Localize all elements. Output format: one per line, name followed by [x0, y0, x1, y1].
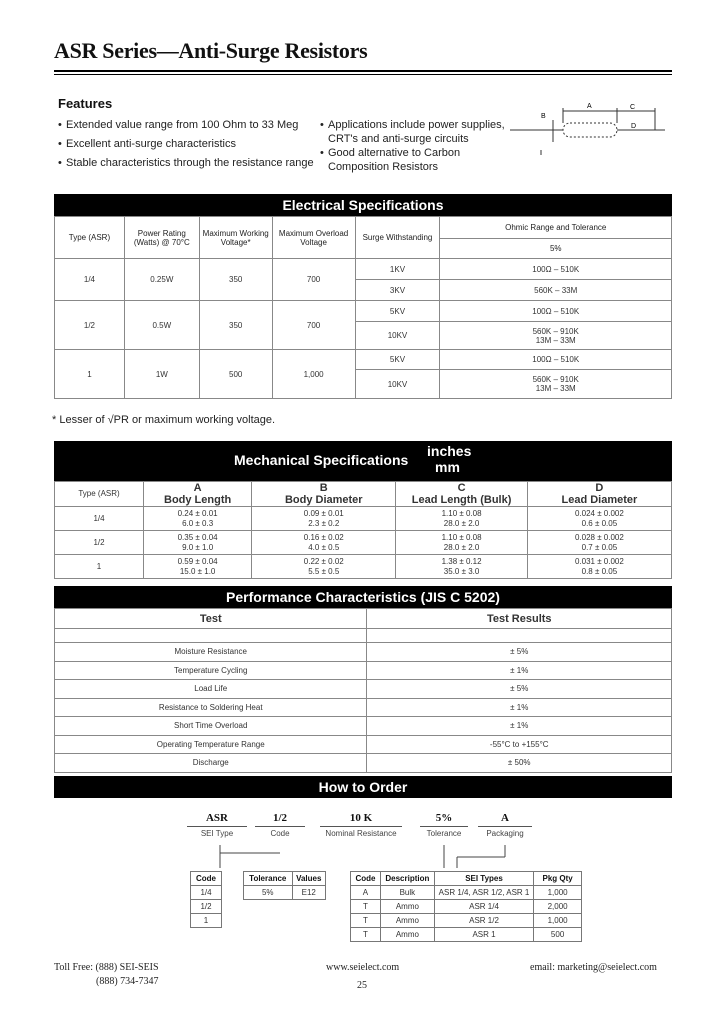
feature-item: • Excellent anti-surge characteristics [58, 135, 318, 154]
table-row [55, 555, 672, 579]
dim-label-a: A [587, 103, 592, 110]
electrical-table [54, 216, 672, 399]
table-row [55, 507, 672, 531]
cell-code: T [351, 900, 381, 914]
col-type: Type (ASR) [55, 217, 125, 259]
col-d [527, 482, 671, 507]
footer-phone: (888) 734-7347 [96, 976, 159, 987]
cell-sei-types: ASR 1/4 [434, 900, 533, 914]
order-part-tolerance [420, 812, 468, 838]
order-title: How to Order [54, 776, 672, 798]
page-number: 25 [357, 980, 367, 991]
table-row [55, 698, 672, 717]
val-in: 1.38 ± 0.12 [441, 556, 482, 566]
range-line: 560K – 910K [532, 326, 579, 336]
cell-test: Moisture Resistance [55, 643, 367, 662]
val-in: 0.024 ± 0.002 [574, 508, 624, 518]
dim-label-d: D [631, 123, 637, 130]
footer-website[interactable]: www.seielect.com [326, 962, 400, 973]
cell-power: 1W [124, 350, 199, 399]
col-max-working: Maximum Working Voltage* [199, 217, 272, 259]
order-part-type [187, 812, 247, 838]
col-type: Type (ASR) [55, 482, 144, 507]
cell-range [440, 370, 672, 399]
cell-result: -55°C to +155°C [367, 735, 672, 754]
cell-sei-types: ASR 1/4, ASR 1/2, ASR 1 [434, 886, 533, 900]
table-row [55, 680, 672, 699]
val-mm: 15.0 ± 1.0 [179, 566, 216, 576]
val-in: 0.24 ± 0.01 [177, 508, 218, 518]
cell-range: 100Ω – 510K [440, 301, 672, 322]
footer-email[interactable]: email: marketing@seielect.com [530, 962, 657, 973]
cell-a [144, 531, 252, 555]
cell-a [144, 555, 252, 579]
val-in: 0.09 ± 0.01 [303, 508, 344, 518]
col-sei-types: SEI Types [434, 872, 533, 886]
cell-overload: 700 [272, 259, 355, 301]
units-mm: mm [435, 459, 460, 475]
cell-working: 350 [199, 259, 272, 301]
col-tolerance: Tolerance [244, 872, 293, 886]
order-underline [187, 826, 247, 827]
val-in: 0.22 ± 0.02 [303, 556, 344, 566]
col-letter: C [457, 482, 466, 494]
col-label: Lead Diameter [561, 494, 638, 506]
order-part-resistance [320, 812, 402, 838]
units-inches: inches [427, 443, 472, 459]
cell-pkg-qty: 500 [534, 928, 582, 942]
table-row [351, 886, 582, 900]
cell-d [527, 507, 671, 531]
val-mm: 0.7 ± 0.05 [581, 542, 618, 552]
col-letter: B [319, 482, 328, 494]
cell-b [252, 555, 396, 579]
order-underline [420, 826, 468, 827]
order-label: Nominal Resistance [325, 829, 397, 838]
cell-description: Ammo [380, 928, 434, 942]
order-code: ASR [205, 812, 228, 824]
cell-test: Discharge [55, 754, 367, 773]
cell-test: Load Life [55, 680, 367, 699]
cell-range [440, 322, 672, 350]
col-letter: D [595, 482, 604, 494]
cell-overload: 1,000 [272, 350, 355, 399]
cell-surge: 5KV [355, 350, 440, 370]
cell-range: 560K – 33M [440, 280, 672, 301]
order-underline [255, 826, 305, 827]
mechanical-table [54, 481, 672, 579]
val-in: 0.031 ± 0.002 [574, 556, 624, 566]
cell-sei-types: ASR 1 [434, 928, 533, 942]
cell-type: 1 [55, 555, 144, 579]
cell-surge: 1KV [355, 259, 440, 280]
cell-test: Temperature Cycling [55, 661, 367, 680]
resistor-body-shape [563, 123, 617, 137]
cell-surge: 5KV [355, 301, 440, 322]
col-code: Code [191, 872, 222, 886]
order-label: Packaging [486, 829, 524, 838]
cell-a [144, 507, 252, 531]
order-part-code [255, 812, 305, 838]
col-label: Body Diameter [284, 494, 363, 506]
col-b [252, 482, 396, 507]
order-underline [320, 826, 402, 827]
val-mm: 5.5 ± 0.5 [308, 566, 340, 576]
dim-label-c: C [630, 104, 636, 111]
cell-d [527, 531, 671, 555]
order-label: Code [270, 829, 290, 838]
cell-pkg-qty: 1,000 [534, 886, 582, 900]
cell-code: 1/4 [191, 886, 222, 900]
cell-description: Ammo [380, 914, 434, 928]
feature-item: • Stable characteristics through the resistance range [58, 154, 318, 173]
resistor-diagram [505, 100, 675, 156]
cell-test: Resistance to Soldering Heat [55, 698, 367, 717]
col-max-overload: Maximum Overload Voltage [272, 217, 355, 259]
cell-c [396, 555, 527, 579]
cell-test: Operating Temperature Range [55, 735, 367, 754]
table-row [351, 928, 582, 942]
table-row [351, 914, 582, 928]
val-in: 0.028 ± 0.002 [574, 532, 624, 542]
performance-title: Performance Characteristics (JIS C 5202) [54, 586, 672, 608]
cell-overload: 700 [272, 301, 355, 350]
val-mm: 28.0 ± 2.0 [443, 542, 480, 552]
cell-range: 100Ω – 510K [440, 259, 672, 280]
cell-surge: 10KV [355, 322, 440, 350]
col-description: Description [380, 872, 434, 886]
table-row [55, 661, 672, 680]
performance-table [54, 608, 672, 773]
cell-power: 0.25W [124, 259, 199, 301]
val-mm: 9.0 ± 1.0 [182, 542, 214, 552]
col-label: Lead Length (Bulk) [411, 494, 512, 506]
page-title: ASR Series—Anti-Surge Resistors [54, 38, 368, 63]
val-in: 1.10 ± 0.08 [441, 532, 482, 542]
cell-code: 1 [191, 914, 222, 928]
order-label: Tolerance [426, 829, 462, 838]
range-line: 13M – 33M [535, 335, 576, 345]
val-mm: 2.3 ± 0.2 [308, 518, 340, 528]
col-tolerance: 5% [440, 239, 672, 259]
order-code: 10 K [349, 812, 373, 824]
cell-code: 1/2 [191, 900, 222, 914]
cell-result: ± 5% [367, 680, 672, 699]
cell-surge: 3KV [355, 280, 440, 301]
cell-result: ± 1% [367, 698, 672, 717]
col-values: Values [292, 872, 325, 886]
cell-description: Bulk [380, 886, 434, 900]
table-row [351, 900, 582, 914]
packaging-table [350, 871, 582, 942]
table-row [55, 735, 672, 754]
order-code: A [501, 812, 509, 824]
col-c [396, 482, 527, 507]
title-rule [54, 70, 672, 72]
val-mm: 4.0 ± 0.5 [308, 542, 340, 552]
col-pkg-qty: Pkg Qty [534, 872, 582, 886]
cell-type: 1/2 [55, 301, 125, 350]
cell-pkg-qty: 1,000 [534, 914, 582, 928]
col-ohmic: Ohmic Range and Tolerance [440, 217, 672, 239]
range-line: 560K – 910K [532, 375, 579, 384]
cell-values: E12 [292, 886, 325, 900]
cell-tolerance: 5% [244, 886, 293, 900]
table-row [55, 531, 672, 555]
cell-working: 500 [199, 350, 272, 399]
order-connectors [180, 842, 540, 872]
val-in: 1.10 ± 0.08 [441, 508, 482, 518]
cell-type: 1 [55, 350, 125, 399]
cell-power: 0.5W [124, 301, 199, 350]
tolerance-table [243, 871, 326, 900]
cell-type: 1/4 [55, 507, 144, 531]
cell-range: 100Ω – 510K [440, 350, 672, 370]
mechanical-units [427, 443, 471, 475]
electrical-footnote: * Lesser of √PR or maximum working voltage. [52, 414, 276, 426]
cell-code: T [351, 928, 381, 942]
table-row [55, 717, 672, 736]
feature-item: • Extended value range from 100 Ohm to 33 Meg [58, 116, 318, 135]
cell-d [527, 555, 671, 579]
spacer-cell [55, 629, 367, 643]
order-code: 1/2 [272, 812, 288, 824]
cell-pkg-qty: 2,000 [534, 900, 582, 914]
cell-result: ± 5% [367, 643, 672, 662]
table-row [55, 754, 672, 773]
cell-b [252, 531, 396, 555]
col-code: Code [351, 872, 381, 886]
col-surge: Surge Withstanding [355, 217, 440, 259]
val-in: 0.59 ± 0.04 [177, 556, 218, 566]
cell-c [396, 507, 527, 531]
range-line: 13M – 33M [535, 384, 576, 393]
col-a [144, 482, 252, 507]
cell-result: ± 50% [367, 754, 672, 773]
cell-code: T [351, 914, 381, 928]
cell-description: Ammo [380, 900, 434, 914]
col-power: Power Rating (Watts) @ 70°C [124, 217, 199, 259]
mechanical-title: Mechanical Specifications [234, 452, 409, 468]
cell-result: ± 1% [367, 661, 672, 680]
order-part-packaging [478, 812, 532, 838]
spacer-cell [367, 629, 672, 643]
title-rule-thin [54, 74, 672, 75]
order-underline [478, 826, 532, 827]
cell-test: Short Time Overload [55, 717, 367, 736]
dim-label-b: B [541, 113, 546, 120]
cell-surge: 10KV [355, 370, 440, 399]
cell-result: ± 1% [367, 717, 672, 736]
order-code: 5% [435, 812, 453, 824]
val-in: 0.16 ± 0.02 [303, 532, 344, 542]
cell-code: A [351, 886, 381, 900]
col-label: Body Length [164, 494, 232, 506]
electrical-title: Electrical Specifications [54, 194, 672, 216]
cell-type: 1/2 [55, 531, 144, 555]
val-mm: 6.0 ± 0.3 [182, 518, 214, 528]
code-table [190, 871, 222, 928]
cell-sei-types: ASR 1/2 [434, 914, 533, 928]
features-list-left [58, 116, 318, 173]
table-row [55, 643, 672, 662]
cell-b [252, 507, 396, 531]
cell-c [396, 531, 527, 555]
order-label: SEI Type [200, 829, 234, 838]
features-list-right [320, 118, 505, 174]
feature-item: • Applications include power supplies, CRT's and anti-surge circuits [320, 118, 505, 146]
val-mm: 35.0 ± 3.0 [443, 566, 480, 576]
feature-item: • Good alternative to Carbon Composition Resistors [320, 146, 505, 174]
features-heading: Features [58, 96, 113, 111]
footer-toll-free: Toll Free: (888) SEI-SEIS [54, 962, 159, 973]
val-in: 0.35 ± 0.04 [177, 532, 218, 542]
col-letter: A [193, 482, 202, 494]
cell-type: 1/4 [55, 259, 125, 301]
col-test: Test [55, 609, 367, 629]
col-results: Test Results [367, 609, 672, 629]
val-mm: 0.6 ± 0.05 [581, 518, 618, 528]
val-mm: 28.0 ± 2.0 [443, 518, 480, 528]
val-mm: 0.8 ± 0.05 [581, 566, 618, 576]
cell-working: 350 [199, 301, 272, 350]
